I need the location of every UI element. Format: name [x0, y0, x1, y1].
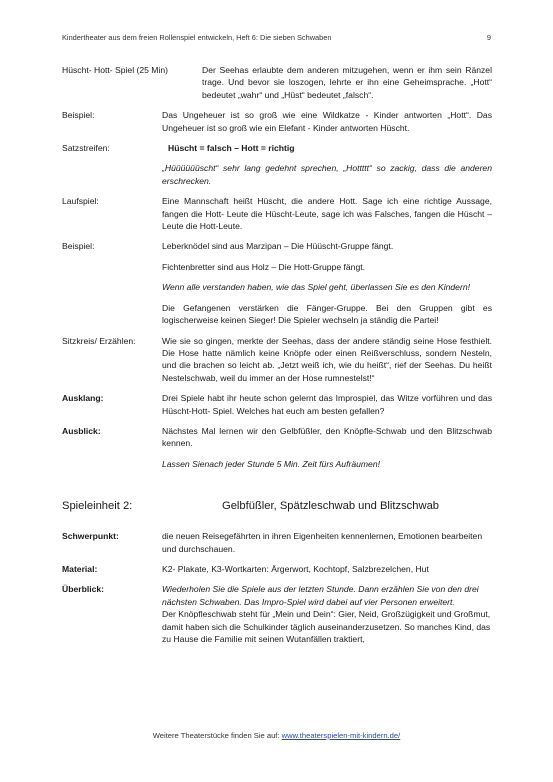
section-row-text: K2- Plakate, K3-Wortkarten: Ärgerwort, Kochtopf, Salzbrezelchen, Hut	[162, 563, 429, 574]
satzstreifen-rule: Hüscht = falsch – Hott = richtig	[168, 143, 295, 154]
section-title: Gelbfüßler, Spätzleschwab und Blitzschwab	[222, 500, 440, 513]
block-label: Hüscht- Hott- Spiel (25 Min)	[62, 65, 169, 75]
block-laufspiel	[62, 195, 492, 232]
page-footer	[0, 731, 553, 740]
block-text: Eine Mannschaft heißt Hüscht, die andere Hott. Sage ich eine richtige Aussage, fangen die Hott- Leute die Hüscht-Leute, sage ich was Falsches, fangen die Hüscht –Leute die Hott-Leute.	[162, 196, 492, 232]
block-label: Beispiel:	[62, 110, 95, 121]
example-line: Fichtenbretter sind aus Holz – Die Hott-Gruppe fängt.	[162, 261, 366, 272]
section-heading	[62, 500, 492, 512]
block-label: Sitzkreis/ Erzählen:	[62, 335, 136, 346]
page-header	[62, 33, 491, 42]
section-row-ueberblick	[62, 583, 492, 645]
footer-prefix: Weitere Theaterstücke finden Sie auf:	[152, 731, 282, 740]
section-row-material	[62, 563, 492, 575]
section-number: Spieleinheit 2:	[62, 500, 133, 513]
block-ausklang	[62, 392, 492, 417]
block-beispiel-2	[62, 240, 492, 326]
block-ausblick	[62, 425, 492, 470]
block-text: Wie sie so gingen, merkte der Seehas, dass der andere ständig seine Hose festhielt. Die Hose hatte nämlich keine Knöpfe oder einen Reißverschluss, sondern Nesteln, und die brachen so leicht ab. „Jetzt weiß ich, wie du heißt“, rief der Seehas. Du heißt Nestelschwab, weil du immer an der Hose rumnestelst!“	[162, 335, 492, 383]
block-hueschthott	[62, 64, 492, 101]
rule-paragraph: Die Gefangenen verstärken die Fänger-Gruppe. Bei den Gruppen gibt es logischerweise keinen Sieger! Die Spieler wechseln ja ständig die Partei!	[162, 302, 492, 326]
section-row-text: die neuen Reisegefährten in ihren Eigenheiten kennenlernen, Emotionen bearbeiten und durchschauen.	[162, 531, 483, 554]
block-satzstreifen	[62, 142, 492, 187]
block-label: Satzstreifen:	[62, 143, 110, 154]
block-label: Ausblick:	[62, 425, 101, 436]
section-row-label: Überblick:	[62, 584, 105, 595]
example-line: Leberknödel sind aus Marzipan – Die Hüüscht-Gruppe fängt.	[162, 241, 394, 252]
section-row-label: Schwerpunkt:	[62, 531, 119, 542]
block-text: Das Ungeheuer ist so groß wie eine Wildkatze - Kinder antworten „Hott“. Das Ungeheuer ist so groß wie ein Elefant - Kinder antworten Hüscht.	[162, 110, 492, 133]
page-content	[62, 64, 492, 653]
block-label: Laufspiel:	[62, 196, 99, 207]
block-sitzkreis	[62, 335, 492, 385]
page-number: 9	[486, 33, 491, 42]
footer-link[interactable]: www.theaterspielen-mit-kindern.de/	[281, 731, 401, 740]
ausblick-note: Lassen Sienach jeder Stunde 5 Min. Zeit fürs Aufräumen!	[162, 458, 380, 469]
section-row-schwerpunkt	[62, 530, 492, 555]
block-label: Beispiel:	[62, 241, 95, 252]
block-label: Ausklang:	[62, 393, 104, 404]
section-row-text: Der Knöpfleschwab steht für „Mein und Dein“: Gier, Neid, Großzügigkeit und Großmut, damit haben sich die Schulkinder täglich auseinanderzusetzen. So manches Kind, das zu Hause die Familie mit seinen Wutanfällen traktiert,	[162, 609, 491, 644]
ausblick-text: Nächstes Mal lernen wir den Gelbfüßler, den Knöpfle-Schwab und den Blitzschwab kennen.	[162, 425, 492, 449]
instruction-note: Wenn alle verstanden haben, wie das Spiel geht, überlassen Sie es den Kindern!	[162, 282, 470, 293]
block-text: Der Seehas erlaubte dem anderen mitzugehen, wenn er ihm sein Ränzel trage. Und bevor sie loszogen, lehrte er ihn eine Geheimsprache. „Hott“ bedeutet „wahr“ und „Hüst“ bedeutet „falsch“.	[202, 65, 492, 100]
section-row-italic: Wiederholen Sie die Spiele aus der letzten Stunde. Dann erzählen Sie von den drei nächsten Schwaben. Das Impro-Spiel wird dabei auf vier Personen erweitert.	[162, 584, 479, 607]
block-text: Drei Spiele habt ihr heute schon gelernt das Improspiel, das Witze vorführen und das Hüscht-Hott- Spiel. Welches hat euch am besten gefallen?	[162, 393, 492, 416]
header-title: Kindertheater aus dem freien Rollenspiel entwickeln, Heft 6: Die sieben Schwaben	[62, 33, 332, 42]
section-row-label: Material:	[62, 563, 98, 574]
satzstreifen-hint: „Hüüüüüüscht“ sehr lang gedehnt sprechen, „Hottttt“ so zackig, dass die anderen erschrecken.	[162, 163, 492, 186]
block-beispiel-1	[62, 109, 492, 134]
